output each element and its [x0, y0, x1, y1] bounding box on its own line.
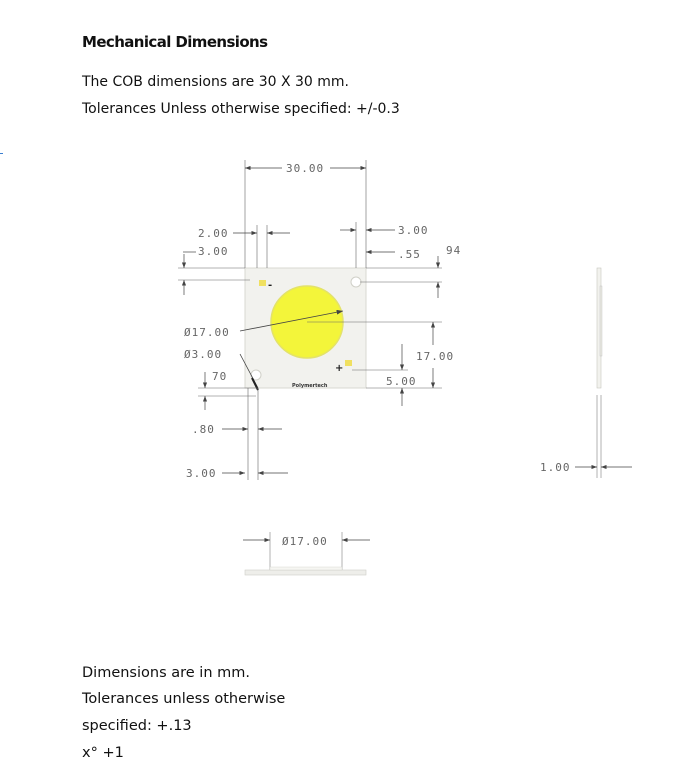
section-heading: Mechanical Dimensions: [82, 33, 268, 51]
dim-hole-offset: 70: [212, 370, 228, 383]
solder-pad-minus: [259, 280, 266, 286]
dim-left-offset-1: 2.00: [198, 227, 229, 240]
dim-left-offset-2: 3.00: [198, 245, 229, 258]
dim-right-offset-3: 94: [446, 244, 462, 257]
mount-hole-top-right: [351, 277, 361, 287]
minus-mark: -: [268, 280, 273, 291]
dim-bottom-offset-1: .80: [192, 423, 215, 436]
footer-tolerance-line2: specified: +.13: [82, 718, 192, 734]
front-view-substrate: [245, 570, 366, 575]
footer-units: Dimensions are in mm.: [82, 665, 250, 681]
plus-mark: +: [335, 363, 344, 374]
dim-led-diameter: Ø17.00: [184, 326, 230, 339]
dim-right-offset-1: 3.00: [398, 224, 429, 237]
footer-angle-tolerance: x° +1: [82, 745, 124, 761]
solder-pad-plus: [345, 360, 352, 366]
intro-line-tolerances: Tolerances Unless otherwise specified: +/-0.3: [82, 101, 400, 117]
side-view-led: [600, 286, 602, 356]
brand-label: Polymertech: [292, 383, 328, 389]
dim-width: 30.00: [286, 162, 325, 175]
dim-height-right: 17.00: [416, 350, 455, 363]
dim-hole-diameter: Ø3.00: [184, 348, 223, 361]
dim-height-right-2: 5.00: [386, 375, 417, 388]
intro-line-dimensions: The COB dimensions are 30 X 30 mm.: [82, 74, 349, 90]
dim-side-diameter: Ø17.00: [282, 535, 328, 548]
footer-tolerance-line1: Tolerances unless otherwise: [82, 691, 286, 707]
dim-bottom-offset-2: 3.00: [186, 467, 217, 480]
front-view-led: [270, 567, 342, 570]
dim-thickness: 1.00: [540, 461, 571, 474]
dim-right-offset-2: .55: [398, 248, 421, 261]
